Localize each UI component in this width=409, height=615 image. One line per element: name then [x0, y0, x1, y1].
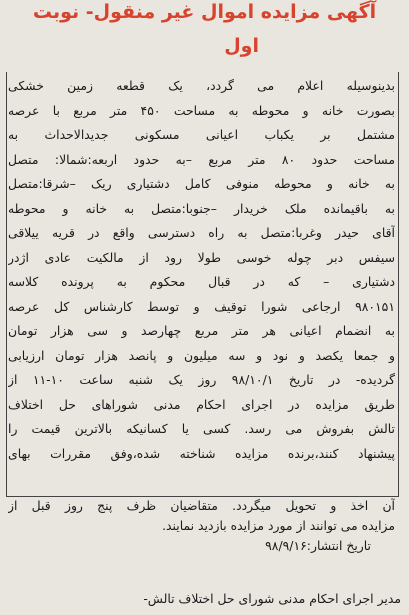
- body-line: آقای حیدر وغربا:متصل به راه دسترسی واقع در قریه ییلاقی: [8, 225, 395, 240]
- notice-title: [0, 2, 409, 56]
- body-line: سیفس دبر چوله خوسی طولا رود از مالکیت عادی اژدر: [8, 249, 395, 265]
- body-line: طریق مزایده در اجرای احکام مدنی شوراهای حل اختلاف: [8, 396, 395, 412]
- title-line-1: آگهی مزایده اموال غیر منقول- نوبت: [32, 1, 377, 23]
- body-line: مشتمل بر یکباب اعیانی مسکونی جدیدالاحداث به: [8, 127, 395, 142]
- tail-line: مزایده می توانند از مورد مزایده بازدید نمایند.: [162, 518, 395, 533]
- body-line: بصورت خانه و محوطه به مساحت ۴۵۰ متر مربع با عرصه: [8, 102, 395, 118]
- body-line: به باقیمانده ملک خریدار –جنوبا:متصل به خانه و محوطه: [8, 200, 395, 216]
- body-line: دشتیاری – که در قبال محکوم به پرونده کلاسه: [8, 274, 395, 289]
- publish-date: تاریخ انتشار:۹۸/۹/۱۶: [265, 538, 371, 553]
- body-line: ۹۸۰۱۵۱ ارجاعی شورا توقیف و توسط کارشناس کل عرصه: [8, 298, 395, 314]
- tail-line: آن اخذ و تحویل میگردد. متقاضیان ظرف پنج روز قبل از: [8, 498, 395, 513]
- notice-body: [8, 74, 395, 466]
- signature: مدیر اجرای احکام مدنی شورای حل اختلاف تالش-: [143, 591, 401, 606]
- body-line: و جمعا یکصد و نود و سه میلیون و پانصد هزار تومان ارزیابی: [8, 347, 395, 363]
- body-line: تالش بفروش می رسد. کسی یا کسانیکه بالاترین قیمت را: [8, 421, 395, 436]
- notice-tail: [8, 496, 395, 556]
- title-line-2: اول: [224, 35, 259, 57]
- body-line: بدینوسیله اعلام می گردد، یک قطعه زمین خشکی: [8, 78, 395, 93]
- body-line: پیشنهاد کنند،برنده مزایده شناخته شده،وفق مقررات بهای: [8, 445, 395, 461]
- body-line: مساحت حدود ۸۰ متر مربع –به حدود اربعه:شمالا: متصل: [8, 151, 395, 167]
- body-line: به خانه و محوطه منوفی کامل دشتیاری ریک –شرقا:متصل: [8, 176, 395, 191]
- body-line: به انضمام اعیانی هر متر مربع چهارصد و سی هزار تومان: [8, 323, 395, 338]
- body-line: گردیده- در تاریخ ۹۸/۱۰/۱ روز یک شنبه ساعت ۱۰-۱۱ از: [8, 372, 395, 387]
